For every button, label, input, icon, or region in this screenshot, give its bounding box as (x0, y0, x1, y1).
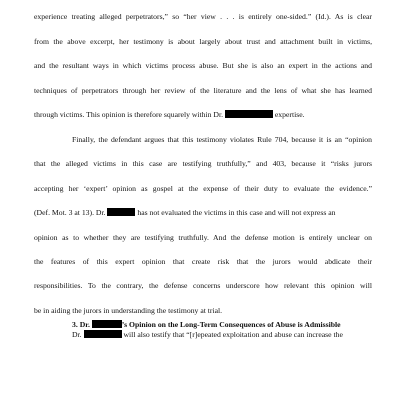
redaction-bar (92, 320, 122, 328)
section-heading (72, 320, 372, 330)
body-line-2: from the above excerpt, her testimony is about largely about trust and attachment built in victims, (34, 37, 372, 46)
body-line-7: that the alleged victims in this case are testifying truthfully,” and 403, because it “risks jurors (34, 159, 372, 168)
redaction-bar (107, 208, 135, 216)
body-line-5-end: expertise. (274, 110, 305, 119)
body-line-5 (34, 110, 372, 120)
body-line-6: Finally, the defendant argues that this testimony violates Rule 704, because it is an “opinion (72, 135, 372, 144)
body-line-9-text: (Def. Mot. 3 at 13). Dr. (34, 208, 106, 217)
body-line-3: and the resultant ways in which victims process abuse. But she is also an expert in the actions and (34, 61, 372, 70)
body-line-13: be in aiding the jurors in understanding the testimony at trial. (34, 306, 223, 315)
redaction-bar (84, 330, 122, 338)
body-line-8: accepting her ‘expert’ opinion as gospel at the expense of their duty to evaluate the evidence.” (34, 184, 372, 193)
section-heading-title: ’s Opinion on the Long-Term Consequences of Abuse is Admissible (121, 320, 341, 329)
body-line-14-end: will also testify that “[r]epeated exploitation and abuse can increase the (123, 330, 343, 339)
redaction-bar (225, 110, 273, 118)
body-line-14-text: Dr. (72, 330, 82, 339)
body-line-4: techniques of perpetrators through her review of the literature and the lens of what she has learned (34, 86, 372, 95)
body-line-1: experience treating alleged perpetrators,” so “her view . . . is entirely one-sided.” (Id.). As is clear (34, 12, 372, 21)
body-line-11: the features of this expert opinion that create risk that the jurors would abdicate their (34, 257, 372, 266)
body-line-9 (34, 208, 372, 218)
section-heading-number: 3. Dr. (72, 320, 90, 329)
body-line-14 (72, 330, 372, 340)
body-line-12: responsibilities. To the contrary, the defense concerns underscore how relevant this opinion will (34, 281, 372, 290)
body-line-5-text: through victims. This opinion is therefore squarely within Dr. (34, 110, 224, 119)
body-line-10: opinion as to whether they are testifying truthfully. And the defense motion is entirely unclear on (34, 233, 372, 242)
body-line-9-end: has not evaluated the victims in this case and will not express an (137, 208, 336, 217)
